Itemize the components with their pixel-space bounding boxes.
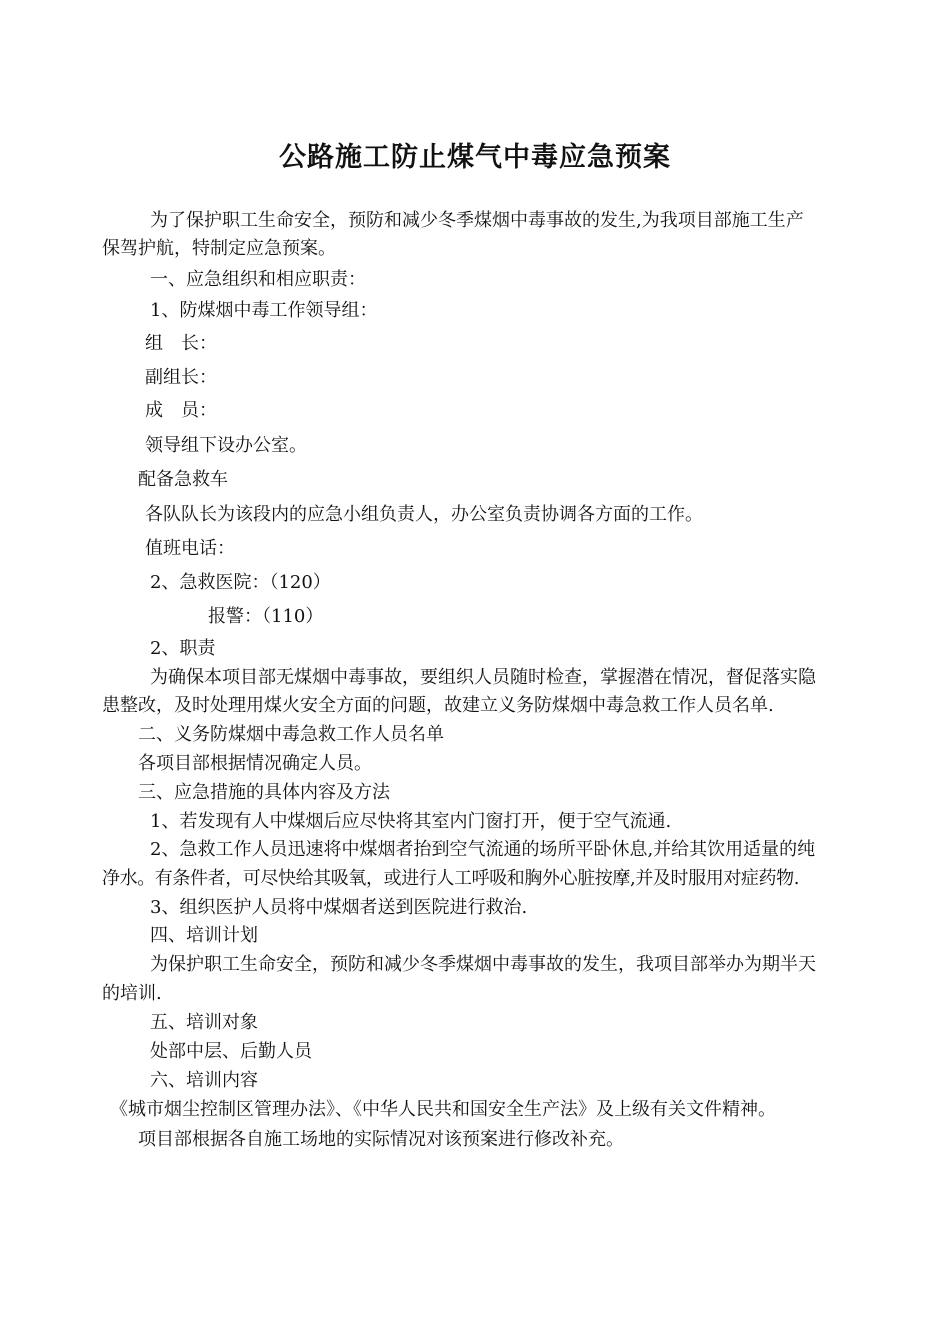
closing-note: 项目部根据各自施工场地的实际情况对该预案进行修改补充。 [138,1129,624,1150]
training-plan-line-2: 的培训. [102,983,162,1004]
field-group-leader: 组 长： [145,333,217,354]
team-leader-note: 各队队长为该段内的应急小组负责人，办公室负责协调各方面的工作。 [145,504,703,525]
training-content: 《城市烟尘控制区管理办法》、《中华人民共和国安全生产法》及上级有关文件精神。 [110,1099,776,1120]
section-heading-3: 三、应急措施的具体内容及方法 [138,782,390,803]
measure-2-line-1: 2、急救工作人员迅速将中煤烟者抬到空气流通的场所平卧休息,并给其饮用适量的纯 [150,839,816,860]
emergency-hospital: 2、急救医院：（120） [150,572,331,593]
measure-1: 1、若发现有人中煤烟后应尽快将其室内门窗打开，便于空气流通. [150,811,672,832]
office-note: 领导组下设办公室。 [145,435,307,456]
personnel-note: 各项目部根据情况确定人员。 [138,753,372,774]
section-heading-2: 二、义务防煤烟中毒急救工作人员名单 [138,724,444,745]
field-members: 成 员： [145,400,217,421]
training-plan-line-1: 为保护职工生命安全，预防和减少冬季煤烟中毒事故的发生，我项目部举办为期半天 [150,954,816,975]
section-heading-1: 一、应急组织和相应职责： [150,269,366,290]
document-title: 公路施工防止煤气中毒应急预案 [279,142,671,173]
training-targets: 处部中层、后勤人员 [150,1041,312,1062]
section-heading-5: 五、培训对象 [150,1012,258,1033]
section-heading-6: 六、培训内容 [150,1070,258,1091]
ambulance-note: 配备急救车 [138,469,228,490]
field-deputy-leader: 副组长： [145,367,217,388]
duties-paragraph-line-2: 患整改，及时处理用煤火安全方面的问题，故建立义务防煤烟中毒急救工作人员名单. [102,695,774,716]
duty-phone: 值班电话： [145,538,235,559]
duties-paragraph-line-1: 为确保本项目部无煤烟中毒事故，要组织人员随时检查，掌握潜在情况，督促落实隐 [150,667,816,688]
section-heading-4: 四、培训计划 [150,925,258,946]
measure-3: 3、组织医护人员将中煤烟者送到医院进行救治. [150,897,528,918]
measure-2-line-2: 净水。有条件者，可尽快给其吸氧，或进行人工呼吸和胸外心脏按摩,并及时服用对症药物. [102,868,800,889]
paragraph-intro-line-2: 保驾护航，特制定应急预案。 [102,238,336,259]
police-number: 报警：（110） [208,606,324,627]
paragraph-intro-line-1: 为了保护职工生命安全，预防和减少冬季煤烟中毒事故的发生,为我项目部施工生产 [150,210,804,231]
subsection-leadership-group: 1、防煤烟中毒工作领导组： [150,300,378,321]
subsection-duties: 2、职责 [150,638,216,659]
